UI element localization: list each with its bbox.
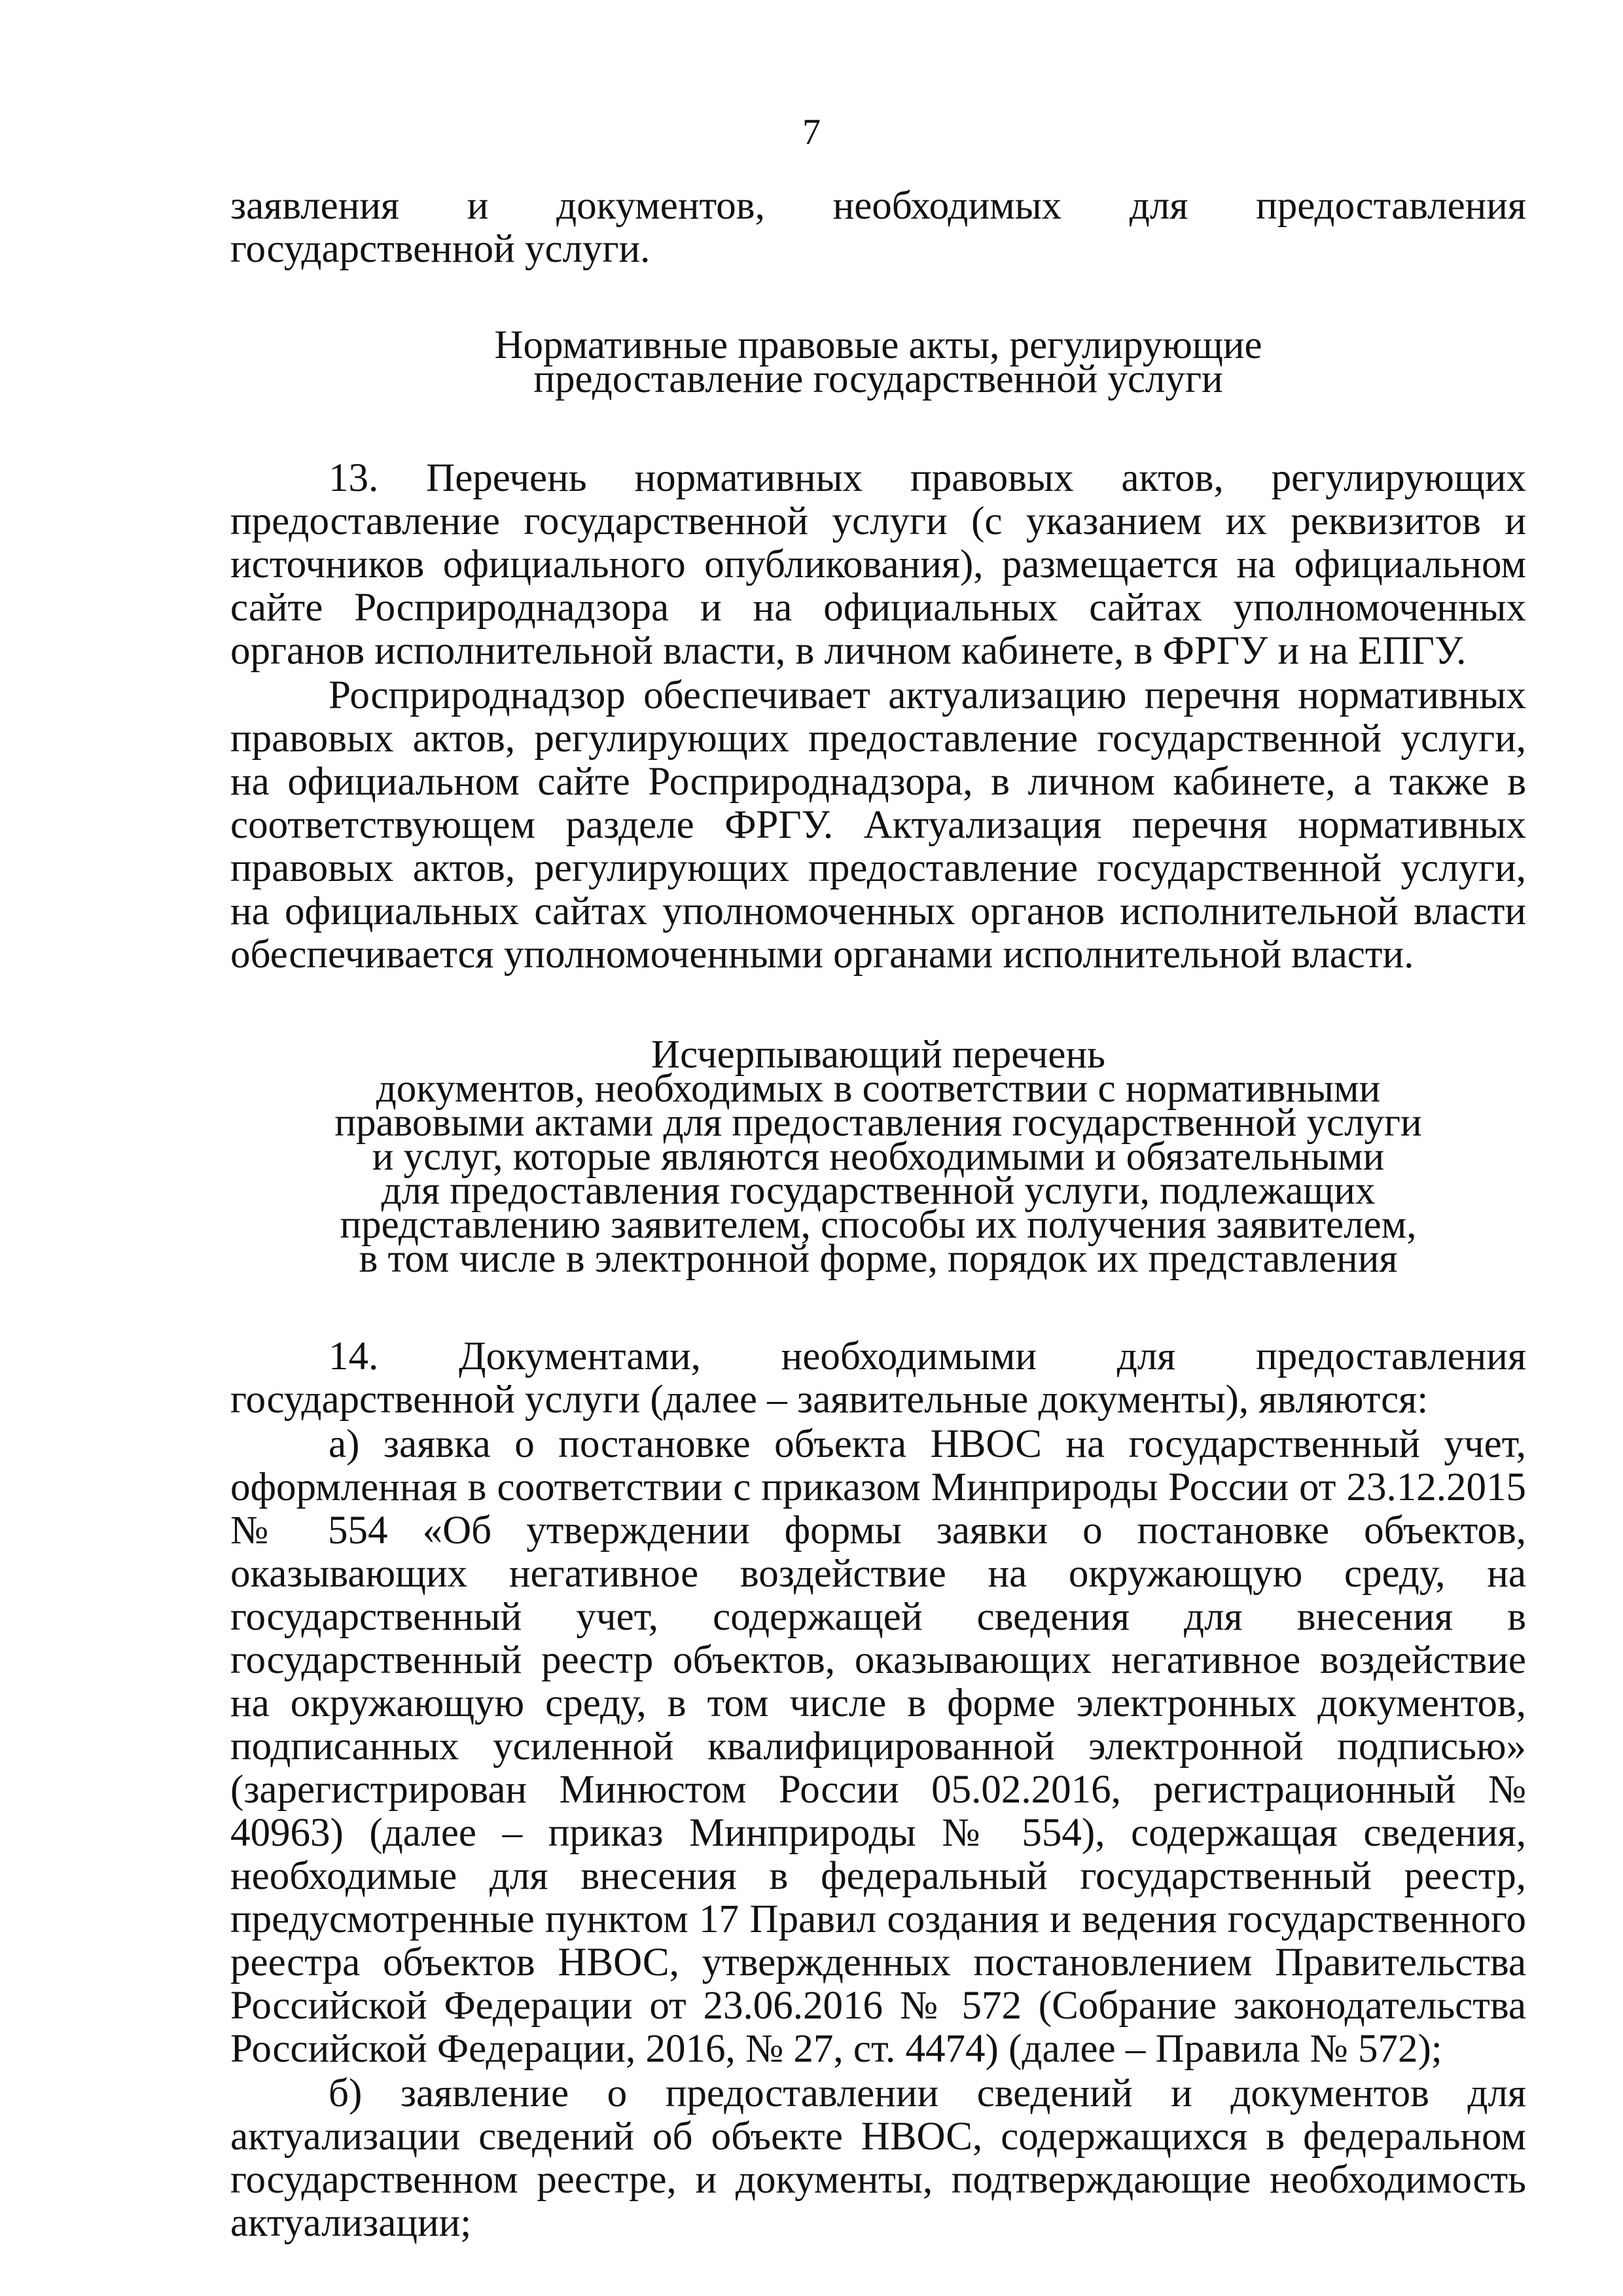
page-number: 7 (802, 112, 821, 152)
heading-line: для предоставления государственной услуги, подлежащих (381, 1169, 1376, 1213)
continuation-paragraph: заявления и документов, необходимых для предоставления государственной услуги. (230, 184, 1526, 271)
list-item-b: б) заявление о предоставлении сведений и документов для актуализации сведений об объекте НВОС, содержащихся в федеральном государственном реестре, и документы, подтверждающие необходимость актуализации; (230, 2072, 1526, 2245)
section-heading-documents-list (230, 1033, 1526, 1281)
document-body (230, 185, 1526, 2245)
paragraph-13-continuation: Росприроднадзор обеспечивает актуализацию перечня нормативных правовых актов, регулирующих предоставление государственной услуги, на официальном сайте Росприроднадзора, в личном кабинете, а также в соответствующем разделе ФРГУ. Актуализация перечня нормативных правовых актов, регулирующих предоставление государственной услуги, на официальных сайтах уполномоченных органов исполнительной власти обеспечивается уполномоченными органами исполнительной власти. (230, 673, 1526, 977)
heading-line: представлению заявителем, способы их получения заявителем, (340, 1203, 1417, 1247)
section-heading-normative-acts (230, 323, 1526, 401)
heading-line: документов, необходимых в соответствии с нормативными (376, 1067, 1381, 1111)
paragraph-13: 13. Перечень нормативных правовых актов, регулирующих предоставление государственной услуги (с указанием их реквизитов и источников официального опубликования), размещается на официальном сайте Росприроднадзора и на официальных сайтах уполномоченных органов исполнительной власти, в личном кабинете, в ФРГУ и на ЕПГУ. (230, 456, 1526, 673)
list-item-a: а) заявка о постановке объекта НВОС на государственный учет, оформленная в соответствии с приказом Минприроды России от 23.12.2015 № 554 «Об утверждении формы заявки о постановке объектов, оказывающих негативное воздействие на окружающую среду, на государственный учет, содержащей сведения для внесения в государственный реестр объектов, оказывающих негативное воздействие на окружающую среду, в том числе в форме электронных документов, подписанных усиленной квалифицированной электронной подписью» (зарегистрирован Минюстом России 05.02.2016, регистрационный № 40963) (далее – приказ Минприроды № 554), содержащая сведения, необходимые для внесения в федеральный государственный реестр, предусмотренные пунктом 17 Правил создания и ведения государственного реестра объектов НВОС, утвержденных постановлением Правительства Российской Федерации от 23.06.2016 № 572 (Собрание законодательства Российской Федерации, 2016, № 27, ст. 4474) (далее – Правила № 572); (230, 1422, 1526, 2071)
heading-line: правовыми актами для предоставления государственной услуги (334, 1101, 1422, 1145)
heading-line: и услуг, которые являются необходимыми и обязательными (372, 1135, 1385, 1179)
heading-line: в том числе в электронной форме, порядок их представления (359, 1237, 1398, 1281)
heading-line: предоставление государственной услуги (533, 357, 1223, 401)
paragraph-14: 14. Документами, необходимыми для предоставления государственной услуги (далее – заявительные документы), являются: (230, 1335, 1526, 1422)
heading-line: Нормативные правовые акты, регулирующие (494, 323, 1262, 367)
heading-line: Исчерпывающий перечень (651, 1033, 1105, 1077)
